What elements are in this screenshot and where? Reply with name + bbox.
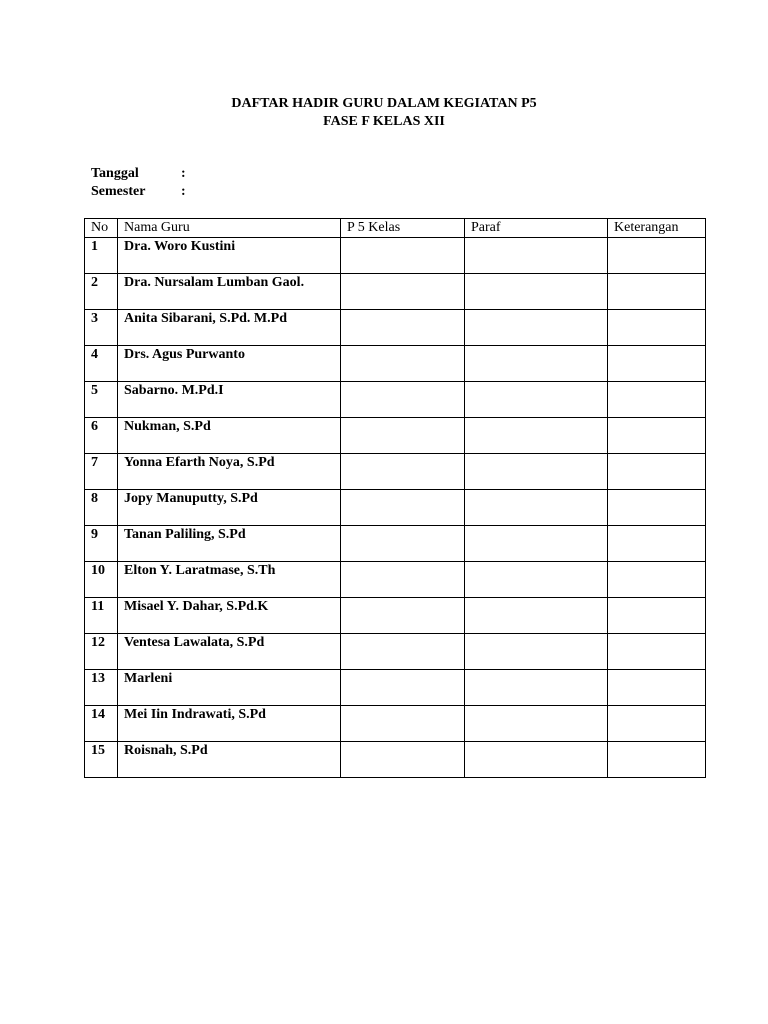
p5-kelas-cell[interactable]: [341, 670, 465, 706]
p5-kelas-cell[interactable]: [341, 382, 465, 418]
paraf-cell[interactable]: [465, 742, 608, 778]
paraf-cell[interactable]: [465, 238, 608, 274]
teacher-name: Roisnah, S.Pd: [118, 742, 341, 778]
paraf-cell[interactable]: [465, 346, 608, 382]
tanggal-separator: :: [181, 166, 186, 181]
paraf-cell[interactable]: [465, 598, 608, 634]
tanggal-row: [91, 165, 186, 183]
paraf-cell[interactable]: [465, 526, 608, 562]
table-row: [85, 670, 706, 706]
table-row: [85, 238, 706, 274]
paraf-cell[interactable]: [465, 562, 608, 598]
row-number: 10: [85, 562, 118, 598]
table-row: [85, 274, 706, 310]
paraf-cell[interactable]: [465, 490, 608, 526]
p5-kelas-cell[interactable]: [341, 526, 465, 562]
paraf-cell[interactable]: [465, 670, 608, 706]
keterangan-cell[interactable]: [608, 238, 706, 274]
semester-row: [91, 183, 186, 201]
keterangan-cell[interactable]: [608, 310, 706, 346]
keterangan-cell[interactable]: [608, 598, 706, 634]
p5-kelas-cell[interactable]: [341, 238, 465, 274]
paraf-cell[interactable]: [465, 382, 608, 418]
keterangan-cell[interactable]: [608, 742, 706, 778]
keterangan-cell[interactable]: [608, 562, 706, 598]
row-number: 5: [85, 382, 118, 418]
p5-kelas-cell[interactable]: [341, 310, 465, 346]
paraf-cell[interactable]: [465, 454, 608, 490]
table-row: [85, 742, 706, 778]
row-number: 4: [85, 346, 118, 382]
table-body: [85, 238, 706, 778]
header-keterangan: Keterangan: [608, 219, 706, 238]
keterangan-cell[interactable]: [608, 346, 706, 382]
row-number: 15: [85, 742, 118, 778]
header-paraf: Paraf: [465, 219, 608, 238]
teacher-name: Misael Y. Dahar, S.Pd.K: [118, 598, 341, 634]
table-header-row: [85, 219, 706, 238]
row-number: 6: [85, 418, 118, 454]
keterangan-cell[interactable]: [608, 526, 706, 562]
teacher-name: Elton Y. Laratmase, S.Th: [118, 562, 341, 598]
p5-kelas-cell[interactable]: [341, 418, 465, 454]
row-number: 13: [85, 670, 118, 706]
p5-kelas-cell[interactable]: [341, 562, 465, 598]
title-line-2: FASE F KELAS XII: [323, 114, 445, 129]
row-number: 12: [85, 634, 118, 670]
p5-kelas-cell[interactable]: [341, 742, 465, 778]
title-line-1: DAFTAR HADIR GURU DALAM KEGIATAN P5: [231, 96, 537, 111]
table-row: [85, 346, 706, 382]
keterangan-cell[interactable]: [608, 382, 706, 418]
row-number: 7: [85, 454, 118, 490]
p5-kelas-cell[interactable]: [341, 346, 465, 382]
table-row: [85, 454, 706, 490]
table-row: [85, 418, 706, 454]
semester-label: Semester: [91, 184, 146, 199]
row-number: 8: [85, 490, 118, 526]
row-number: 9: [85, 526, 118, 562]
semester-separator: :: [181, 184, 186, 199]
p5-kelas-cell[interactable]: [341, 634, 465, 670]
keterangan-cell[interactable]: [608, 706, 706, 742]
keterangan-cell[interactable]: [608, 454, 706, 490]
row-number: 11: [85, 598, 118, 634]
teacher-name: Ventesa Lawalata, S.Pd: [118, 634, 341, 670]
row-number: 3: [85, 310, 118, 346]
row-number: 14: [85, 706, 118, 742]
table-row: [85, 598, 706, 634]
header-p5-kelas: P 5 Kelas: [341, 219, 465, 238]
document-title: [0, 95, 768, 131]
attendance-table: [84, 218, 706, 778]
teacher-name: Marleni: [118, 670, 341, 706]
meta-fields: [91, 165, 186, 201]
row-number: 1: [85, 238, 118, 274]
table-row: [85, 526, 706, 562]
teacher-name: Jopy Manuputty, S.Pd: [118, 490, 341, 526]
keterangan-cell[interactable]: [608, 670, 706, 706]
p5-kelas-cell[interactable]: [341, 706, 465, 742]
keterangan-cell[interactable]: [608, 634, 706, 670]
table-row: [85, 634, 706, 670]
header-nama-guru: Nama Guru: [118, 219, 341, 238]
paraf-cell[interactable]: [465, 706, 608, 742]
paraf-cell[interactable]: [465, 418, 608, 454]
p5-kelas-cell[interactable]: [341, 490, 465, 526]
table-row: [85, 310, 706, 346]
p5-kelas-cell[interactable]: [341, 454, 465, 490]
table-row: [85, 562, 706, 598]
p5-kelas-cell[interactable]: [341, 274, 465, 310]
paraf-cell[interactable]: [465, 310, 608, 346]
header-no: No: [85, 219, 118, 238]
table-row: [85, 382, 706, 418]
paraf-cell[interactable]: [465, 274, 608, 310]
p5-kelas-cell[interactable]: [341, 598, 465, 634]
teacher-name: Drs. Agus Purwanto: [118, 346, 341, 382]
keterangan-cell[interactable]: [608, 490, 706, 526]
teacher-name: Sabarno. M.Pd.I: [118, 382, 341, 418]
teacher-name: Nukman, S.Pd: [118, 418, 341, 454]
teacher-name: Anita Sibarani, S.Pd. M.Pd: [118, 310, 341, 346]
table-row: [85, 490, 706, 526]
teacher-name: Dra. Nursalam Lumban Gaol.: [118, 274, 341, 310]
paraf-cell[interactable]: [465, 634, 608, 670]
row-number: 2: [85, 274, 118, 310]
keterangan-cell[interactable]: [608, 418, 706, 454]
teacher-name: Yonna Efarth Noya, S.Pd: [118, 454, 341, 490]
tanggal-label: Tanggal: [91, 166, 139, 181]
teacher-name: Dra. Woro Kustini: [118, 238, 341, 274]
keterangan-cell[interactable]: [608, 274, 706, 310]
table-row: [85, 706, 706, 742]
teacher-name: Tanan Paliling, S.Pd: [118, 526, 341, 562]
teacher-name: Mei Iin Indrawati, S.Pd: [118, 706, 341, 742]
